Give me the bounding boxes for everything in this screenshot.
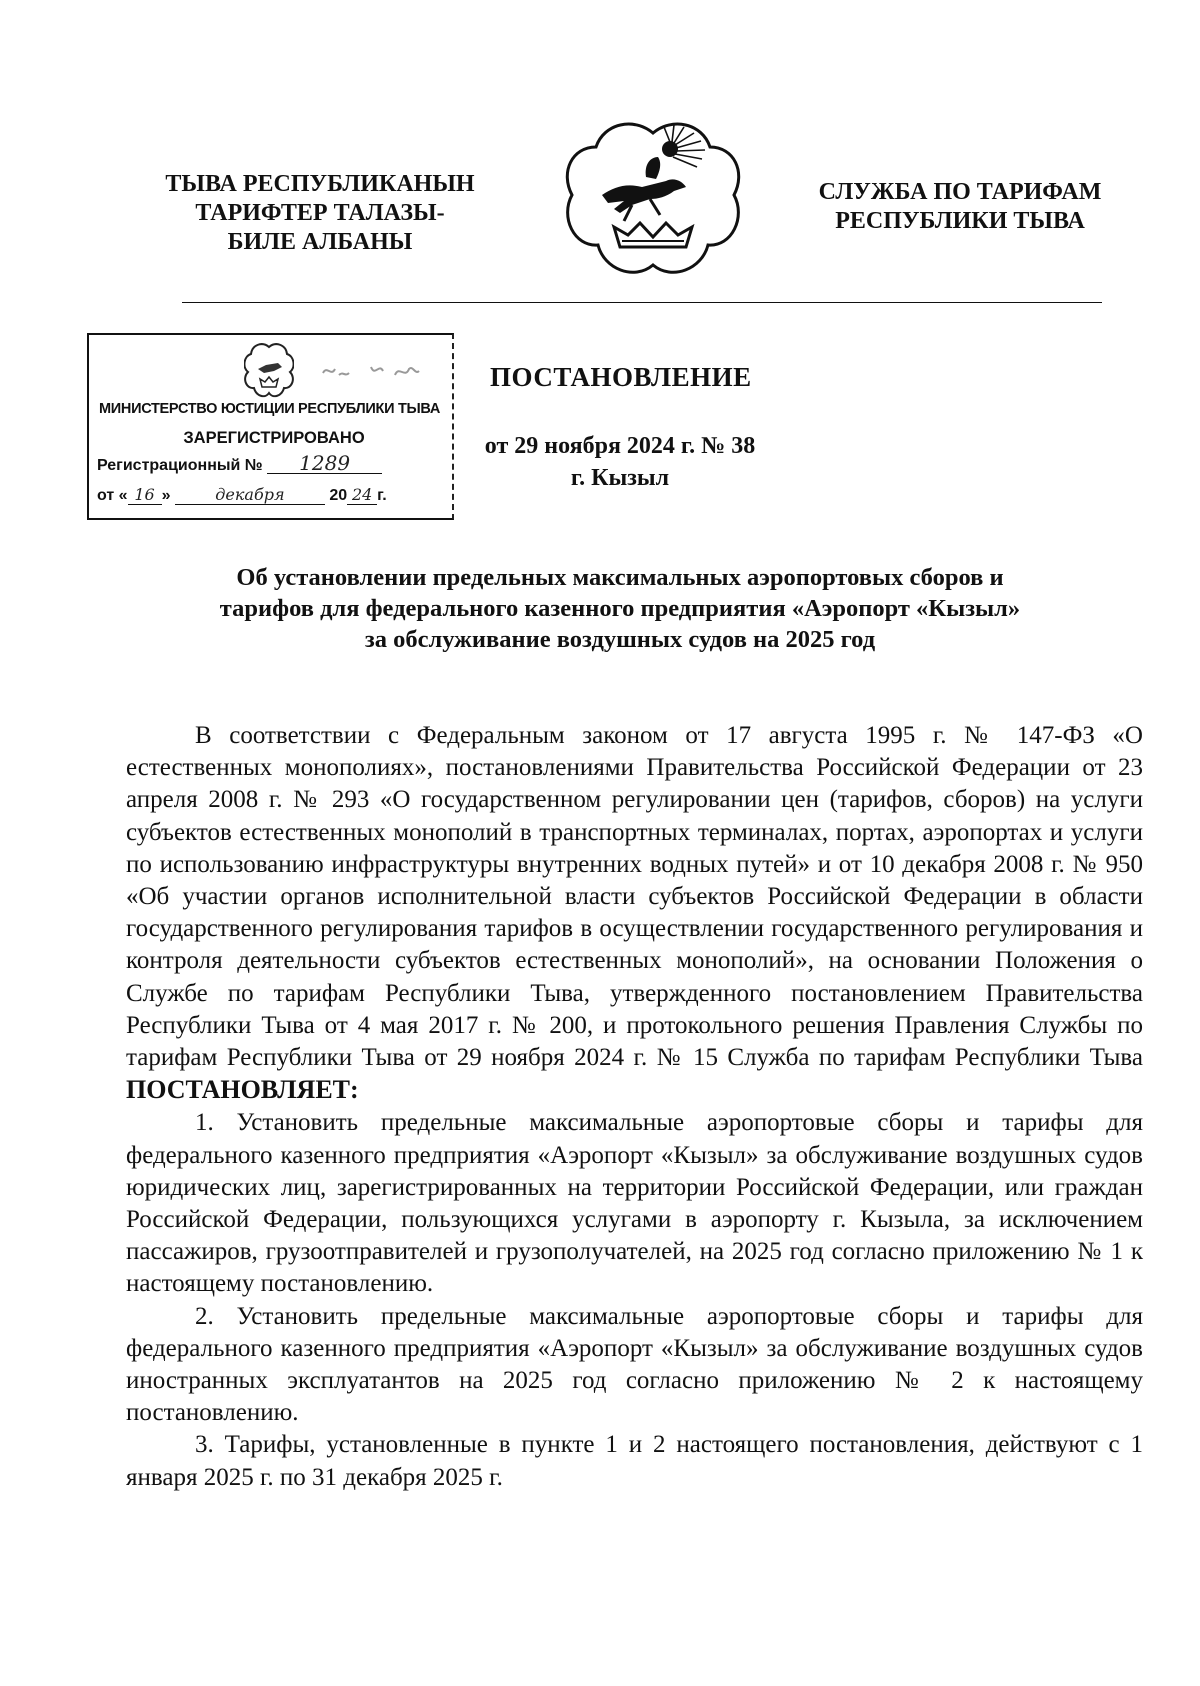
stamp-faint-marks-icon [319, 355, 439, 385]
document-title-line: Об установлении предельных максимальных аэропортовых сборов и [236, 564, 1004, 591]
document-date-block [440, 430, 800, 494]
preamble-text: В соответствии с Федеральным законом от 17 августа 1995 г. № 147-ФЗ «О естественных монополиях», постановлениями Правительства Российской Федерации от 23 апреля 2008 г. № 293 «О государственном регулировании цен (тарифов, сборов) на услуги субъектов естественных монополий в транспортных терминалах, портах, аэропортах и услуги по использованию инфраструктуры внутренних водных путей» и от 10 декабря 2008 г. № 950 «Об участии органов исполнительной власти субъектов Российской Федерации в области государственного регулирования тарифов в осуществлении государственного регулирования и контроля деятельности субъектов естественных монополий», на основании Положения о Службе по тарифам Республики Тыва, утвержденного постановлением Правительства Республики Тыва от 4 мая 2017 г. № 200, и протокольного решения Правления Службы по тарифам Республики Тыва от 29 ноября 2024 г. № 15 Служба по тарифам Республики Тыва [126, 722, 1143, 1072]
stamp-date-mid: » [161, 487, 171, 504]
header-left-tuvan [150, 170, 490, 257]
item-3-paragraph: 3. Тарифы, установленные в пункте 1 и 2 настоящего постановления, действуют с 1 января 2025 г. по 31 декабря 2025 г. [126, 1431, 1143, 1491]
document-title-line: тарифов для федерального казенного предприятия «Аэропорт «Кызыл» [219, 595, 1021, 622]
stamp-registration-number-line [97, 453, 382, 475]
stamp-date-month: декабря [175, 485, 325, 505]
header-left-line: ТЫВА РЕСПУБЛИКАНЫН [165, 171, 475, 197]
stamp-date-line [97, 485, 387, 505]
document-place: г. Кызыл [570, 465, 670, 491]
document-date-number: от 29 ноября 2024 г. № 38 [484, 433, 756, 459]
stamp-date-year-suffix: 24 [347, 485, 377, 505]
document-body [126, 720, 1143, 1494]
stamp-registered-label: ЗАРЕГИСТРИРОВАНО [183, 429, 365, 447]
tuva-emblem-icon [562, 117, 745, 282]
header-left-line: ТАРИФТЕР ТАЛАЗЫ- [195, 200, 445, 226]
stamp-date-year-end: г. [377, 487, 387, 504]
stamp-date-day: 16 [128, 485, 162, 505]
document-title-line: за обслуживание воздушных судов на 2025 год [364, 626, 876, 653]
stamp-reg-label: Регистрационный № [97, 457, 263, 474]
stamp-reg-number: 1289 [267, 453, 382, 474]
item-2-paragraph: 2. Установить предельные максимальные аэропортовые сборы и тарифы для федерального казенного предприятия «Аэропорт «Кызыл» за обслуживание воздушных судов иностранных эксплуатантов на 2025 год согласно приложению № 2 к настоящему постановлению. [126, 1302, 1143, 1427]
preamble-paragraph [126, 720, 1143, 1107]
stamp-emblem-icon [244, 341, 294, 399]
stamp-date-prefix: от « [97, 487, 128, 504]
item-1-paragraph: 1. Установить предельные максимальные аэропортовые сборы и тарифы для федерального казенного предприятия «Аэропорт «Кызыл» за обслуживание воздушных судов юридических лиц, зарегистрированных на территории Российской Федерации, или граждан Российской Федерации, пользующихся услугами в аэропорту г. Кызыла, за исключением пассажиров, грузоотправителей и грузополучателей, на 2025 год согласно приложению № 1 к настоящему постановлению. [126, 1109, 1143, 1298]
document-title [140, 562, 1100, 655]
header-left-line: БИЛЕ АЛБАНЫ [227, 229, 413, 255]
header-right-line: СЛУЖБА ПО ТАРИФАМ [818, 179, 1102, 205]
document-type: ПОСТАНОВЛЕНИЕ [490, 362, 752, 392]
header-divider [182, 302, 1102, 303]
registration-stamp [87, 333, 454, 520]
stamp-date-year-prefix: 20 [329, 487, 348, 504]
decree-keyword: ПОСТАНОВЛЯЕТ: [126, 1075, 359, 1105]
header-right-russian [795, 178, 1125, 236]
stamp-ministry-name: МИНИСТЕРСТВО ЮСТИЦИИ РЕСПУБЛИКИ ТЫВА [99, 401, 441, 417]
header-right-line: РЕСПУБЛИКИ ТЫВА [835, 208, 1085, 234]
